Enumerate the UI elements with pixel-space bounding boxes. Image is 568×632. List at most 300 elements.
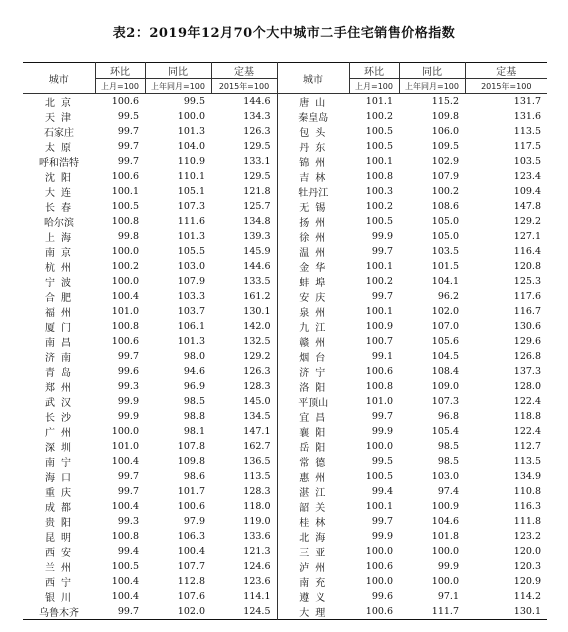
- mom-value-cell: 100.0: [111, 276, 139, 287]
- yoy-value-cell: 105.0: [431, 216, 459, 227]
- table-row: [23, 589, 547, 604]
- base-value-cell: 124.5: [243, 606, 271, 617]
- mom-value-cell: 100.2: [365, 111, 393, 122]
- mom-value-cell: 100.5: [365, 471, 393, 482]
- city-name-cell: 宜昌: [277, 409, 349, 424]
- base-value-cell: 126.3: [243, 126, 271, 137]
- city-name-cell: 哈尔滨: [44, 218, 74, 229]
- base-value-cell: 123.6: [243, 576, 271, 587]
- city-name-cell: 武汉: [45, 398, 77, 409]
- city-name-cell: 丹东: [277, 139, 349, 154]
- base-value-cell: 112.7: [513, 441, 541, 452]
- mom-value-cell: 100.1: [365, 156, 393, 167]
- base-value-cell: 129.5: [243, 141, 271, 152]
- base-value-cell: 116.4: [513, 246, 541, 257]
- city-name-cell: 桂林: [277, 514, 349, 529]
- city-name-cell: 岳阳: [277, 439, 349, 454]
- city-name-cell: 济南: [45, 353, 77, 364]
- table-row: [23, 274, 547, 289]
- base-value-cell: 129.6: [513, 336, 541, 347]
- city-name-cell: 长春: [45, 203, 77, 214]
- yoy-value-cell: 94.6: [183, 366, 205, 377]
- mom-value-cell: 100.5: [365, 126, 393, 137]
- base-value-cell: 128.3: [243, 381, 271, 392]
- base-value-cell: 120.8: [513, 261, 541, 272]
- yoy-value-cell: 109.0: [431, 381, 459, 392]
- yoy-value-cell: 97.4: [437, 486, 459, 497]
- yoy-value-cell: 98.5: [183, 396, 205, 407]
- mom-value-cell: 100.1: [365, 261, 393, 272]
- column-header-yoy-right: 同比: [399, 63, 465, 79]
- city-name-cell: 上海: [45, 233, 77, 244]
- yoy-value-cell: 100.0: [177, 111, 205, 122]
- yoy-value-cell: 111.7: [431, 606, 459, 617]
- mom-value-cell: 99.4: [117, 546, 139, 557]
- table-row: [23, 259, 547, 274]
- table-row: [23, 454, 547, 469]
- base-value-cell: 122.4: [513, 426, 541, 437]
- city-name-cell: 南充: [277, 574, 349, 589]
- yoy-value-cell: 103.3: [177, 291, 205, 302]
- table-row: [23, 574, 547, 589]
- mom-value-cell: 101.0: [365, 396, 393, 407]
- table-row: [23, 349, 547, 364]
- city-name-cell: 惠州: [277, 469, 349, 484]
- yoy-value-cell: 107.6: [177, 591, 205, 602]
- mom-value-cell: 100.0: [365, 441, 393, 452]
- city-name-cell: 湛江: [277, 484, 349, 499]
- yoy-value-cell: 104.1: [431, 276, 459, 287]
- mom-value-cell: 99.7: [117, 126, 139, 137]
- yoy-value-cell: 107.3: [177, 201, 205, 212]
- yoy-value-cell: 105.4: [431, 426, 459, 437]
- base-value-cell: 125.3: [513, 276, 541, 287]
- yoy-value-cell: 102.0: [177, 606, 205, 617]
- mom-value-cell: 100.0: [365, 546, 393, 557]
- mom-value-cell: 100.6: [365, 606, 393, 617]
- city-name-cell: 泸州: [277, 559, 349, 574]
- table-body: [23, 94, 547, 620]
- city-name-cell: 扬州: [277, 214, 349, 229]
- city-name-cell: 常德: [277, 454, 349, 469]
- yoy-value-cell: 110.9: [177, 156, 205, 167]
- mom-value-cell: 101.1: [365, 96, 393, 107]
- mom-value-cell: 100.8: [111, 216, 139, 227]
- yoy-value-cell: 108.6: [431, 201, 459, 212]
- base-value-cell: 123.4: [513, 171, 541, 182]
- city-name-cell: 吉林: [277, 169, 349, 184]
- yoy-value-cell: 107.7: [177, 561, 205, 572]
- base-value-cell: 119.0: [243, 516, 271, 527]
- mom-value-cell: 100.8: [111, 531, 139, 542]
- table-row: [23, 409, 547, 424]
- mom-value-cell: 99.9: [371, 531, 393, 542]
- city-name-cell: 洛阳: [277, 379, 349, 394]
- yoy-value-cell: 104.6: [431, 516, 459, 527]
- base-value-cell: 128.3: [243, 486, 271, 497]
- base-value-cell: 117.5: [513, 141, 541, 152]
- base-value-cell: 136.5: [243, 456, 271, 467]
- city-name-cell: 银川: [45, 593, 77, 604]
- base-value-cell: 126.3: [243, 366, 271, 377]
- mom-value-cell: 100.8: [365, 381, 393, 392]
- city-name-cell: 北海: [277, 529, 349, 544]
- city-name-cell: 无锡: [277, 199, 349, 214]
- mom-value-cell: 100.6: [111, 171, 139, 182]
- city-name-cell: 厦门: [45, 323, 77, 334]
- mom-value-cell: 99.9: [117, 396, 139, 407]
- mom-value-cell: 100.4: [111, 576, 139, 587]
- city-name-cell: 成都: [45, 503, 77, 514]
- table-row: [23, 94, 547, 110]
- base-value-cell: 144.6: [243, 96, 271, 107]
- city-name-cell: 深圳: [45, 443, 77, 454]
- table-row: [23, 544, 547, 559]
- base-value-cell: 128.0: [513, 381, 541, 392]
- base-value-cell: 145.9: [243, 246, 271, 257]
- base-value-cell: 125.7: [243, 201, 271, 212]
- yoy-value-cell: 109.8: [177, 456, 205, 467]
- column-header-mom-left: 环比: [95, 63, 145, 79]
- base-value-cell: 147.8: [513, 201, 541, 212]
- base-value-cell: 129.5: [243, 171, 271, 182]
- city-name-cell: 郑州: [45, 383, 77, 394]
- column-header-mom-right: 环比: [349, 63, 399, 79]
- table-row: [23, 229, 547, 244]
- base-value-cell: 126.8: [513, 351, 541, 362]
- base-value-cell: 139.3: [243, 231, 271, 242]
- city-name-cell: 福州: [45, 308, 77, 319]
- base-value-cell: 131.7: [513, 96, 541, 107]
- table-row: [23, 484, 547, 499]
- base-value-cell: 121.3: [243, 546, 271, 557]
- mom-value-cell: 100.5: [111, 561, 139, 572]
- yoy-value-cell: 108.4: [431, 366, 459, 377]
- table-row: [23, 499, 547, 514]
- mom-value-cell: 100.5: [365, 141, 393, 152]
- table-row: [23, 184, 547, 199]
- base-value-cell: 133.6: [243, 531, 271, 542]
- yoy-value-cell: 103.5: [431, 246, 459, 257]
- yoy-value-cell: 106.1: [177, 321, 205, 332]
- yoy-value-cell: 110.1: [177, 171, 205, 182]
- base-value-cell: 120.0: [513, 546, 541, 557]
- mom-value-cell: 100.8: [111, 321, 139, 332]
- mom-value-cell: 100.8: [365, 171, 393, 182]
- city-name-cell: 大连: [45, 188, 77, 199]
- city-name-cell: 锦州: [277, 154, 349, 169]
- yoy-value-cell: 97.1: [437, 591, 459, 602]
- yoy-value-cell: 100.0: [431, 576, 459, 587]
- table-row: [23, 154, 547, 169]
- city-name-cell: 泉州: [277, 304, 349, 319]
- yoy-value-cell: 109.8: [431, 111, 459, 122]
- yoy-value-cell: 101.3: [177, 336, 205, 347]
- yoy-value-cell: 97.9: [183, 516, 205, 527]
- city-name-cell: 长沙: [45, 413, 77, 424]
- yoy-value-cell: 102.9: [431, 156, 459, 167]
- mom-value-cell: 99.7: [117, 606, 139, 617]
- mom-value-cell: 100.1: [365, 501, 393, 512]
- mom-value-cell: 99.7: [117, 486, 139, 497]
- table-row: [23, 379, 547, 394]
- yoy-value-cell: 103.7: [177, 306, 205, 317]
- mom-value-cell: 99.6: [371, 591, 393, 602]
- city-name-cell: 广州: [45, 428, 77, 439]
- city-name-cell: 南京: [45, 248, 77, 259]
- base-value-cell: 103.5: [513, 156, 541, 167]
- mom-value-cell: 100.0: [111, 246, 139, 257]
- yoy-value-cell: 99.9: [437, 561, 459, 572]
- subheader-mom-right: 上月=100: [349, 79, 399, 94]
- base-value-cell: 123.2: [513, 531, 541, 542]
- yoy-value-cell: 103.0: [177, 261, 205, 272]
- yoy-value-cell: 107.3: [431, 396, 459, 407]
- table-row: [23, 319, 547, 334]
- city-name-cell: 太原: [45, 143, 77, 154]
- base-value-cell: 162.7: [243, 441, 271, 452]
- mom-value-cell: 100.0: [111, 426, 139, 437]
- city-name-cell: 海口: [45, 473, 77, 484]
- city-name-cell: 重庆: [45, 488, 77, 499]
- mom-value-cell: 99.5: [117, 111, 139, 122]
- mom-value-cell: 99.3: [117, 516, 139, 527]
- yoy-value-cell: 111.6: [177, 216, 205, 227]
- mom-value-cell: 99.4: [371, 486, 393, 497]
- city-name-cell: 安庆: [277, 289, 349, 304]
- mom-value-cell: 100.4: [111, 501, 139, 512]
- base-value-cell: 110.8: [513, 486, 541, 497]
- mom-value-cell: 99.5: [371, 456, 393, 467]
- base-value-cell: 118.8: [513, 411, 541, 422]
- base-value-cell: 120.9: [513, 576, 541, 587]
- yoy-value-cell: 98.1: [183, 426, 205, 437]
- city-name-cell: 蚌埠: [277, 274, 349, 289]
- mom-value-cell: 99.9: [117, 411, 139, 422]
- table-row: [23, 604, 547, 620]
- mom-value-cell: 100.6: [111, 96, 139, 107]
- table-row: [23, 364, 547, 379]
- city-name-cell: 呼和浩特: [39, 158, 79, 169]
- yoy-value-cell: 105.5: [177, 246, 205, 257]
- price-index-table: [23, 62, 547, 620]
- city-name-cell: 天津: [45, 113, 77, 124]
- mom-value-cell: 100.6: [111, 336, 139, 347]
- base-value-cell: 133.1: [243, 156, 271, 167]
- base-value-cell: 131.6: [513, 111, 541, 122]
- base-value-cell: 161.2: [243, 291, 271, 302]
- yoy-value-cell: 100.9: [431, 501, 459, 512]
- base-value-cell: 122.4: [513, 396, 541, 407]
- table-row: [23, 424, 547, 439]
- base-value-cell: 134.5: [243, 411, 271, 422]
- yoy-value-cell: 107.9: [177, 276, 205, 287]
- table-row: [23, 394, 547, 409]
- yoy-value-cell: 98.8: [183, 411, 205, 422]
- yoy-value-cell: 101.7: [177, 486, 205, 497]
- base-value-cell: 129.2: [513, 216, 541, 227]
- column-header-yoy-left: 同比: [145, 63, 211, 79]
- base-value-cell: 113.5: [513, 126, 541, 137]
- city-name-cell: 遵义: [277, 589, 349, 604]
- subheader-yoy-left: 上年同月=100: [145, 79, 211, 94]
- yoy-value-cell: 98.5: [437, 441, 459, 452]
- subheader-base-right: 2015年=100: [465, 79, 547, 94]
- table-title: 表2：2019年12月70个大中城市二手住宅销售价格指数: [112, 26, 456, 41]
- yoy-value-cell: 98.6: [183, 471, 205, 482]
- mom-value-cell: 100.3: [365, 186, 393, 197]
- table-row: [23, 244, 547, 259]
- yoy-value-cell: 109.5: [431, 141, 459, 152]
- mom-value-cell: 99.6: [117, 366, 139, 377]
- table-row: [23, 169, 547, 184]
- base-value-cell: 134.9: [513, 471, 541, 482]
- yoy-value-cell: 101.3: [177, 231, 205, 242]
- table-row: [23, 514, 547, 529]
- base-value-cell: 137.3: [513, 366, 541, 377]
- table-row: [23, 124, 547, 139]
- table-row: [23, 289, 547, 304]
- mom-value-cell: 99.7: [371, 291, 393, 302]
- subheader-mom-left: 上月=100: [95, 79, 145, 94]
- base-value-cell: 132.5: [243, 336, 271, 347]
- yoy-value-cell: 104.5: [431, 351, 459, 362]
- yoy-value-cell: 105.0: [431, 231, 459, 242]
- mom-value-cell: 100.2: [111, 261, 139, 272]
- mom-value-cell: 101.0: [111, 441, 139, 452]
- base-value-cell: 117.6: [513, 291, 541, 302]
- city-name-cell: 石家庄: [44, 128, 74, 139]
- city-name-cell: 南宁: [45, 458, 77, 469]
- mom-value-cell: 100.9: [365, 321, 393, 332]
- mom-value-cell: 99.7: [117, 471, 139, 482]
- city-name-cell: 平顶山: [277, 394, 349, 409]
- mom-value-cell: 100.0: [365, 576, 393, 587]
- table-row: [23, 139, 547, 154]
- base-value-cell: 120.3: [513, 561, 541, 572]
- mom-value-cell: 100.4: [111, 456, 139, 467]
- yoy-value-cell: 104.0: [177, 141, 205, 152]
- base-value-cell: 111.8: [513, 516, 541, 527]
- city-name-cell: 金华: [277, 259, 349, 274]
- mom-value-cell: 100.6: [365, 366, 393, 377]
- yoy-value-cell: 100.0: [431, 546, 459, 557]
- base-value-cell: 133.5: [243, 276, 271, 287]
- base-value-cell: 121.8: [243, 186, 271, 197]
- yoy-value-cell: 112.8: [177, 576, 205, 587]
- yoy-value-cell: 107.0: [431, 321, 459, 332]
- city-name-cell: 韶关: [277, 499, 349, 514]
- yoy-value-cell: 106.3: [177, 531, 205, 542]
- base-value-cell: 147.1: [243, 426, 271, 437]
- mom-value-cell: 99.9: [371, 426, 393, 437]
- mom-value-cell: 100.1: [111, 186, 139, 197]
- table-row: [23, 199, 547, 214]
- mom-value-cell: 99.7: [117, 351, 139, 362]
- mom-value-cell: 100.6: [365, 561, 393, 572]
- city-name-cell: 杭州: [45, 263, 77, 274]
- yoy-value-cell: 96.8: [437, 411, 459, 422]
- table-row: [23, 304, 547, 319]
- city-name-cell: 秦皇岛: [277, 109, 349, 124]
- city-name-cell: 兰州: [45, 563, 77, 574]
- base-value-cell: 130.1: [513, 606, 541, 617]
- mom-value-cell: 99.7: [117, 156, 139, 167]
- mom-value-cell: 99.7: [117, 141, 139, 152]
- city-name-cell: 青岛: [45, 368, 77, 379]
- base-value-cell: 116.7: [513, 306, 541, 317]
- base-value-cell: 134.3: [243, 111, 271, 122]
- yoy-value-cell: 99.5: [183, 96, 205, 107]
- subheader-yoy-right: 上年同月=100: [399, 79, 465, 94]
- city-name-cell: 三亚: [277, 544, 349, 559]
- city-name-cell: 乌鲁木齐: [39, 608, 79, 619]
- yoy-value-cell: 103.0: [431, 471, 459, 482]
- base-value-cell: 130.1: [243, 306, 271, 317]
- city-name-cell: 大理: [277, 604, 349, 620]
- base-value-cell: 134.8: [243, 216, 271, 227]
- city-name-cell: 牡丹江: [277, 184, 349, 199]
- base-value-cell: 113.5: [513, 456, 541, 467]
- mom-value-cell: 99.3: [117, 381, 139, 392]
- yoy-value-cell: 115.2: [431, 96, 459, 107]
- base-value-cell: 130.6: [513, 321, 541, 332]
- city-name-cell: 南昌: [45, 338, 77, 349]
- mom-value-cell: 100.1: [365, 306, 393, 317]
- base-value-cell: 144.6: [243, 261, 271, 272]
- yoy-value-cell: 96.2: [437, 291, 459, 302]
- base-value-cell: 118.0: [243, 501, 271, 512]
- mom-value-cell: 100.2: [365, 201, 393, 212]
- mom-value-cell: 100.5: [111, 201, 139, 212]
- city-name-cell: 九江: [277, 319, 349, 334]
- yoy-value-cell: 98.0: [183, 351, 205, 362]
- city-name-cell: 西宁: [45, 578, 77, 589]
- city-name-cell: 包头: [277, 124, 349, 139]
- mom-value-cell: 99.9: [371, 231, 393, 242]
- column-header-base-left: 定基: [211, 63, 277, 79]
- mom-value-cell: 99.7: [371, 516, 393, 527]
- column-header-city-right: 城市: [277, 63, 349, 94]
- base-value-cell: 145.0: [243, 396, 271, 407]
- mom-value-cell: 100.7: [365, 336, 393, 347]
- city-name-cell: 襄阳: [277, 424, 349, 439]
- yoy-value-cell: 107.8: [177, 441, 205, 452]
- table-row: [23, 529, 547, 544]
- city-name-cell: 徐州: [277, 229, 349, 244]
- city-name-cell: 济宁: [277, 364, 349, 379]
- yoy-value-cell: 102.0: [431, 306, 459, 317]
- mom-value-cell: 99.8: [117, 231, 139, 242]
- yoy-value-cell: 100.2: [431, 186, 459, 197]
- mom-value-cell: 100.2: [365, 276, 393, 287]
- yoy-value-cell: 106.0: [431, 126, 459, 137]
- table-row: [23, 334, 547, 349]
- yoy-value-cell: 101.3: [177, 126, 205, 137]
- base-value-cell: 124.6: [243, 561, 271, 572]
- yoy-value-cell: 105.1: [177, 186, 205, 197]
- yoy-value-cell: 98.5: [437, 456, 459, 467]
- city-name-cell: 赣州: [277, 334, 349, 349]
- city-name-cell: 沈阳: [45, 173, 77, 184]
- city-name-cell: 昆明: [45, 533, 77, 544]
- yoy-value-cell: 107.9: [431, 171, 459, 182]
- city-name-cell: 北京: [45, 98, 77, 109]
- base-value-cell: 109.4: [513, 186, 541, 197]
- city-name-cell: 温州: [277, 244, 349, 259]
- city-name-cell: 烟台: [277, 349, 349, 364]
- city-name-cell: 宁波: [45, 278, 77, 289]
